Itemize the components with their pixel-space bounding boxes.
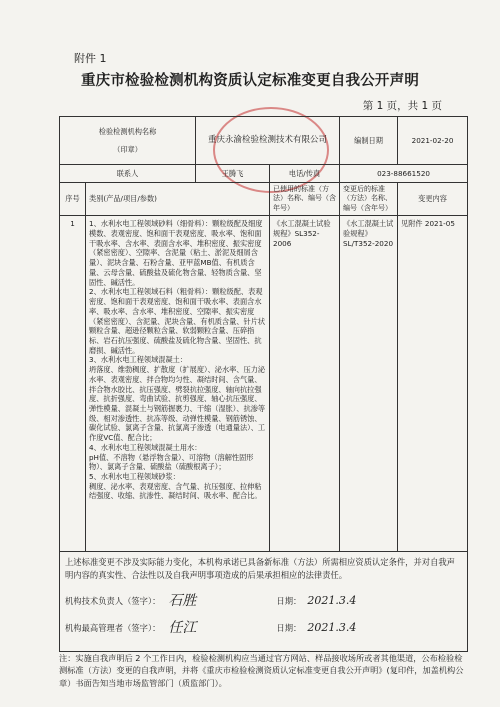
org-row [60, 117, 468, 165]
date-value: 2021-02-20 [398, 117, 468, 165]
contact-value: 王腾飞 [196, 165, 270, 183]
org-name-label: 检验检测机构名称 [98, 126, 157, 136]
header-seq: 序号 [60, 183, 86, 216]
attachment-label: 附件 1 [74, 52, 107, 65]
category-item: 3、水利水电工程领域混凝土： [89, 355, 188, 365]
leader-date: 2021.3.4 [307, 594, 357, 608]
manager-signature-line [65, 618, 462, 639]
category-item: 1、水利水电工程领域砂料（细骨料）：颗粒级配及细度模数、表观密度、饱和面干表观密度、吸水率、饱和面干吸水率、含水率、表面含水率、堆积密度、振实密度（紧密密度）、空隙率、含泥量（粘土、淤泥及细屑含量）、泥块含量、石粉含量、亚甲蓝MB值、有机质含量、云母含量、硫酸盐及硫化物含量、轻物质含量、坚固性、碱活性。 [89, 219, 263, 287]
row-new-std: 《水工混凝土试验规程》SL/T352-2020 [340, 216, 398, 552]
category-item: 2、水利水电工程领域石料（粗骨料）：颗粒级配、表观密度、饱和面干表观密度、饱和面干吸水率、表面含水率、吸水率、含水率、堆积密度、空隙率、振实密度（紧密密度）、含泥量、泥块含量、有机质含量、针片状颗粒含量、超逊径颗粒含量、软弱颗粒含量、压碎指标、岩石抗压强度、硫酸盐及硫化物含量、坚固性、抗磨损、碱活性。 [89, 287, 266, 355]
page-number: 第 1 页，共 1 页 [362, 100, 442, 112]
header-new-std: 变更后的标准（方法）名称、编号（含年号） [340, 183, 398, 216]
declaration-table [59, 116, 468, 652]
category-item: 5、水利水电工程领域砂浆： [89, 472, 180, 481]
page-title: 重庆市检验检测机构资质认定标准变更自我公开声明 [80, 73, 420, 89]
org-name-value: 重庆永渝检验检测技术有限公司 [196, 117, 340, 165]
row-old-std: 《水工混凝土试验规程》SL352-2006 [270, 216, 340, 552]
row-seq: 1 [60, 216, 86, 552]
manager-label: 机构最高管理者（签字）： [65, 623, 161, 634]
date-label: 编制日期 [340, 117, 398, 165]
leader-signature: 石胜 [168, 593, 197, 610]
footnote: 注：实施自我声明后 2 个工作日内，检验检测机构应当通过官方网站、样品接收场所或者其他渠道，公布检验检测标准（方法）变更的自我声明，并将《重庆市检验检测资质认定标准变更自我公开声明》(复印件，加盖机构公章）书面告知当地市场监管部门（质监部门）。 [59, 653, 464, 688]
leader-signature-line [65, 591, 462, 612]
contact-row [60, 165, 468, 183]
seal-label: （印章） [113, 144, 142, 154]
row-change: 见附件 2021-05 [398, 216, 468, 552]
declaration-cell [60, 552, 468, 652]
category-item: 坍落度、维勃稠度、扩散度（扩展度）、泌水率、压力泌水率、表观密度、拌合物均匀性、凝结时间、含气量、拌合物水胶比、抗压强度、劈裂抗拉强度、轴向抗拉强度、抗折强度、弯曲试验、抗剪强度、轴心抗压强度、弹性模量、混凝土与钢筋握裹力、干缩（湿胀）、抗渗等级、相对渗透性、抗冻等级、动弹性模量、钢筋锈蚀、碳化试验、氯离子含量、抗氯离子渗透（电通量法）、工作度VC值、配合比； [89, 365, 266, 443]
manager-date-label: 日期： [276, 623, 302, 634]
header-change: 变更内容 [398, 183, 468, 216]
phone-label: 电话/传真 [270, 165, 340, 183]
header-old-std: 已使用的标准（方法）名称、编号（含年号） [270, 183, 340, 216]
declaration-row [60, 552, 468, 652]
table-header-row [60, 183, 468, 216]
phone-value: 023-88661520 [340, 165, 468, 183]
category-item: pH值、不溶物（悬浮物含量）、可溶物（溶解性固形物）、氯离子含量、硫酸盐（硫酸根离子）； [89, 452, 254, 472]
row-category [86, 216, 270, 552]
org-name-label-cell [60, 117, 196, 165]
leader-label: 机构技术负责人（签字）： [65, 596, 161, 607]
declaration-text: 上述标准变更不涉及实际能力变化，本机构承诺已具备新标准（方法）所需相应资质认定条件，并对自我声明内容的真实性、合法性以及自我声明事项造成的后果承担相应的法律责任。 [65, 557, 455, 580]
manager-date: 2021.3.4 [307, 621, 357, 635]
contact-label: 联系人 [60, 165, 196, 183]
category-item: 4、水利水电工程领域混凝土用水： [89, 442, 202, 452]
leader-date-label: 日期： [276, 596, 302, 607]
manager-signature: 任江 [168, 620, 197, 637]
header-category: 类别(产品/项目/参数) [86, 183, 270, 216]
category-item: 稠度、泌水率、表观密度、含气量、抗压强度、拉伸粘结强度、收缩、抗渗性、凝结时间、吸水率、配合比。 [89, 481, 262, 501]
table-row [60, 216, 468, 552]
